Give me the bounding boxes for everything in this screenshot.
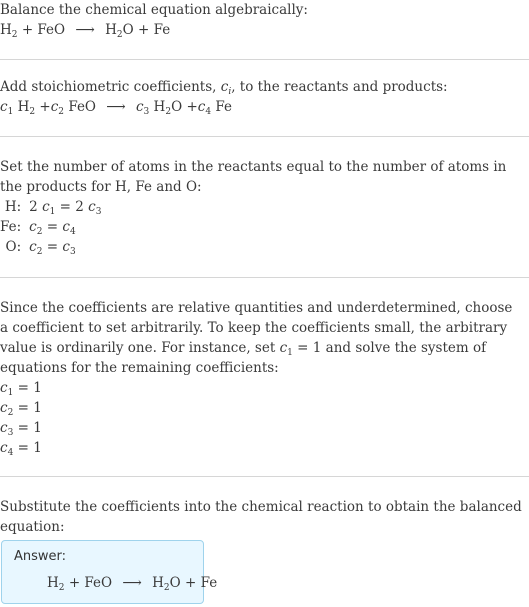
element-label: O: [5,239,22,255]
divider [0,59,529,60]
coefficient-equation: $c_1$ $H_2 +c_2$ FeO ⟶ $c_3$ $H_2O +c_4$ Fe [0,99,232,117]
divider [0,277,529,278]
section-balance-intro [0,0,529,40]
answer-label: Answer: [14,549,67,564]
section-solve [0,298,529,458]
element-label: H: [4,199,22,215]
reaction-arrow: ⟶ [75,22,95,38]
reaction-arrow: ⟶ [106,99,126,115]
section-atom-balance [0,157,529,257]
solution-line: $c_1 = 1$ [0,380,42,398]
solutions-list [0,378,529,458]
solution-line: $c_2 = 1$ [0,400,42,418]
atom-equation: $c_2 = c_4$ [29,219,76,237]
substitute-text: Substitute the coefficients into the chemical reaction to obtain the balanced equation: [0,499,522,535]
balanced-equation: $H_2$ + FeO ⟶ $H_2O + Fe$ [47,575,218,593]
atom-equation: 2 $c_1 = 2$ $c_3$ [29,199,102,217]
coefficients-text: Add stoichiometric coefficients, $c_i$, to the reactants and products: [0,79,448,97]
reaction-arrow: ⟶ [122,575,142,591]
atom-equation: $c_2 = c_3$ [29,239,76,257]
section-coefficients [0,77,529,117]
divider [0,476,529,477]
solve-text: Since the coefficients are relative quantities and underdetermined, choose a coefficient to set arbitrarily. To keep the coefficients small, the arbitrary value is ordinarily one. For instance, set $c_1 = 1$ and solve the system of equations for the remaining coefficients: [0,300,513,376]
atom-equation-row [0,197,101,217]
section-substitute [0,497,529,537]
intro-text: Balance the chemical equation algebraically: [0,2,308,18]
element-label: Fe: [0,219,22,235]
atom-balance-text: Set the number of atoms in the reactants equal to the number of atoms in the products for H, Fe and O: [0,159,507,195]
atom-equation-row [0,217,101,237]
answer-box [1,540,218,604]
divider [0,136,529,137]
solution-line: $c_3 = 1$ [0,420,42,438]
atom-equation-row [0,237,101,257]
atom-equations-table [0,197,101,257]
solution-line: $c_4 = 1$ [0,440,42,458]
unbalanced-equation: $H_2$ + FeO ⟶ $H_2O + Fe$ [0,22,171,40]
